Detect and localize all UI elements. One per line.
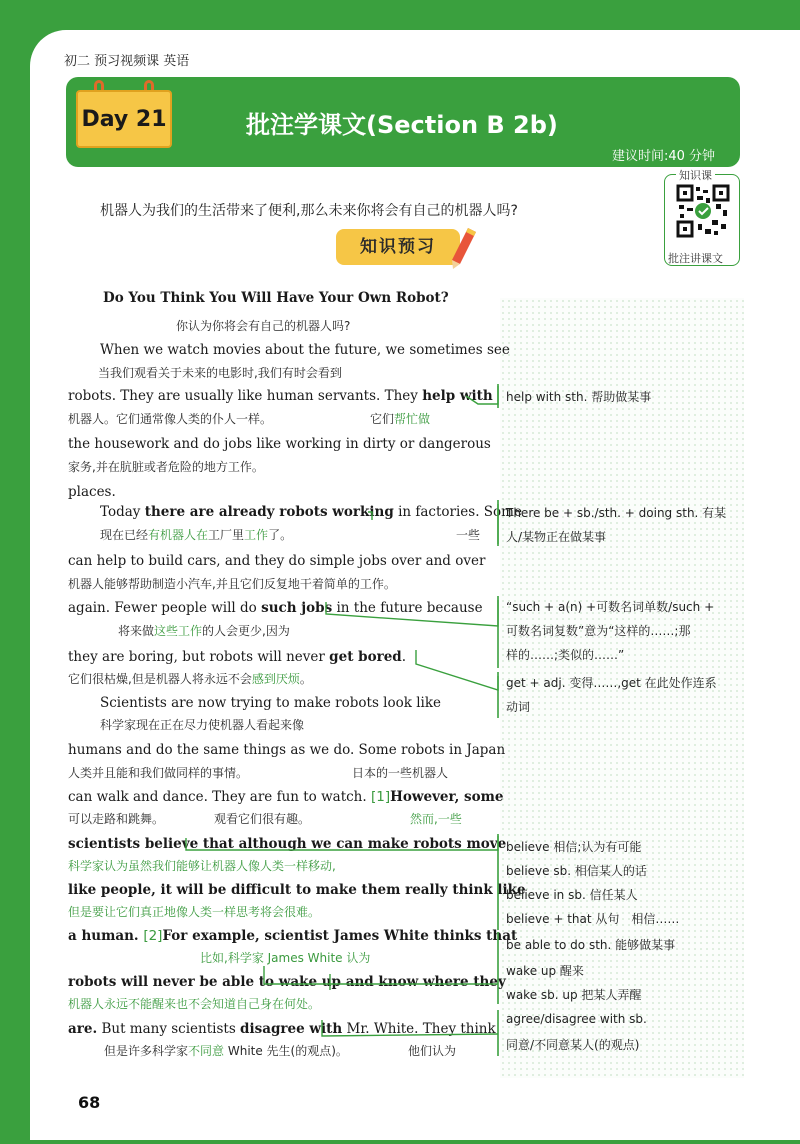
passage-line-translation: 日本的一些机器人: [352, 766, 449, 780]
passage-line-translation: 现在已经有机器人在工厂里工作了。: [100, 528, 293, 542]
passage-line-translation: 科学家认为虽然我们能够让机器人像人类一样移动,: [68, 859, 336, 873]
passage-line-translation: 机器人。它们通常像人类的仆人一样。: [68, 412, 273, 426]
annotation-note: believe in sb. 信任某人: [506, 888, 638, 902]
passage-line: are. But many scientists disagree with Mr. White. They think: [68, 1021, 496, 1037]
passage-title: Do You Think You Will Have Your Own Robot?: [103, 290, 449, 306]
key-phrase: help with: [422, 388, 493, 404]
annotation-note: There be + sb./sth. + doing sth. 有某: [506, 506, 727, 520]
passage-line-translation: 机器人永远不能醒来也不会知道自己身在何处。: [68, 997, 321, 1011]
annotation-note: wake sb. up 把某人弄醒: [506, 988, 642, 1002]
connector-line: [368, 504, 498, 544]
passage-line: Today there are already robots working in factories. Some: [100, 504, 522, 520]
connector-line: [416, 650, 498, 690]
passage-line: scientists believe that although we can make robots move: [68, 836, 507, 852]
passage-line-translation: 机器人能够帮助制造小汽车,并且它们反复地干着简单的工作。: [68, 577, 396, 591]
passage-line: a human. [2]For example, scientist James White thinks that: [68, 928, 518, 944]
annotation-note: believe 相信;认为有可能: [506, 840, 642, 854]
connector-line: [186, 836, 498, 850]
annotation-note: 同意/不同意某人(的观点): [506, 1038, 640, 1052]
connector-line: [322, 1020, 498, 1036]
passage-line-translation: 人类并且能和我们做同样的事情。: [68, 766, 249, 780]
annotation-note: “such + a(n) +可数名词单数/such +: [506, 600, 715, 614]
passage-line: they are boring, but robots will never get bored.: [68, 649, 407, 665]
key-phrase: there are already robots working: [144, 504, 394, 520]
qr-bottom-label: 批注讲课文: [668, 252, 723, 265]
annotation-note: help with sth. 帮助做某事: [506, 390, 652, 404]
annotation-note: be able to do sth. 能够做某事: [506, 938, 676, 952]
passage-line-translation: 当我们观看关于未来的电影时,我们有时会看到: [98, 366, 342, 380]
annotation-note: 样的……;类似的……”: [506, 648, 625, 662]
passage-line-translation: 比如,科学家 James White 认为: [200, 951, 371, 965]
annotation-note: believe sb. 相信某人的话: [506, 864, 647, 878]
passage-line: robots. They are usually like human servants. They help with: [68, 388, 493, 404]
connector-line: [264, 966, 498, 984]
page-number: 68: [78, 1093, 101, 1112]
passage-line: humans and do the same things as we do. Some robots in Japan: [68, 742, 506, 758]
annotation-note: wake up 醒来: [506, 964, 584, 978]
passage-line: again. Fewer people will do such jobs in the future because: [68, 600, 483, 616]
annotation-note: 可数名词复数”意为“这样的……;那: [506, 624, 691, 638]
annotation-note: 动词: [506, 700, 531, 714]
passage-title-translation: 你认为你将会有自己的机器人吗?: [176, 319, 351, 333]
qr-top-label: 知识课: [676, 167, 715, 183]
lesson-title: 批注学课文(Section B 2b): [246, 111, 558, 139]
passage-line-translation: 它们帮忙做: [370, 412, 431, 426]
annotation-note: agree/disagree with sb.: [506, 1012, 647, 1026]
passage-line-translation: 家务,并在肮脏或者危险的地方工作。: [68, 460, 264, 474]
passage-line-translation: 将来做这些工作的人会更少,因为: [118, 624, 290, 638]
passage-line-translation: 但是要让它们真正地像人类一样思考将会很难。: [68, 905, 321, 919]
passage-line: can help to build cars, and they do simple jobs over and over: [68, 553, 486, 569]
passage-line-translation: 他们认为: [408, 1044, 457, 1058]
passage-line: robots will never be able to wake up and know where they: [68, 974, 506, 990]
annotation-note: believe + that 从句 相信……: [506, 912, 680, 926]
passage-line-translation: 然而,一些: [410, 812, 462, 826]
day-badge: Day 21: [76, 90, 172, 148]
connector-line: [326, 600, 498, 626]
course-label: 初二 预习视频课 英语: [64, 54, 190, 69]
passage-line: like people, it will be difficult to make them really think like: [68, 882, 526, 898]
passage-line-translation: 一些: [456, 528, 481, 542]
suggested-time: 建议时间:40 分钟: [612, 149, 716, 164]
key-phrase: get bored: [329, 649, 402, 665]
passage-line: When we watch movies about the future, we sometimes see: [100, 342, 510, 358]
intro-question: 机器人为我们的生活带来了便利,那么未来你将会有自己的机器人吗?: [100, 203, 518, 219]
passage-line-translation: 它们很枯燥,但是机器人将永远不会感到厌烦。: [68, 672, 312, 686]
passage-line: can walk and dance. They are fun to watch. [1]However, some: [68, 789, 504, 805]
passage-line-translation: 科学家现在正在尽力使机器人看起来像: [100, 718, 305, 732]
annotation-note: 人/某物正在做某事: [506, 530, 607, 544]
connector-line: [466, 386, 498, 404]
passage-line-translation: 但是许多科学家不同意 White 先生(的观点)。: [104, 1044, 348, 1058]
preview-badge: 知识预习: [336, 229, 460, 265]
passage-line-translation: 观看它们很有趣。: [214, 812, 311, 826]
passage-line: Scientists are now trying to make robots look like: [100, 695, 442, 711]
passage-line: places.: [68, 484, 116, 500]
passage-line: the housework and do jobs like working in dirty or dangerous: [68, 436, 491, 452]
key-phrase: such jobs: [261, 600, 333, 616]
passage-line-translation: 可以走路和跳舞。: [68, 812, 165, 826]
annotation-note: get + adj. 变得……,get 在此处作连系: [506, 676, 717, 690]
